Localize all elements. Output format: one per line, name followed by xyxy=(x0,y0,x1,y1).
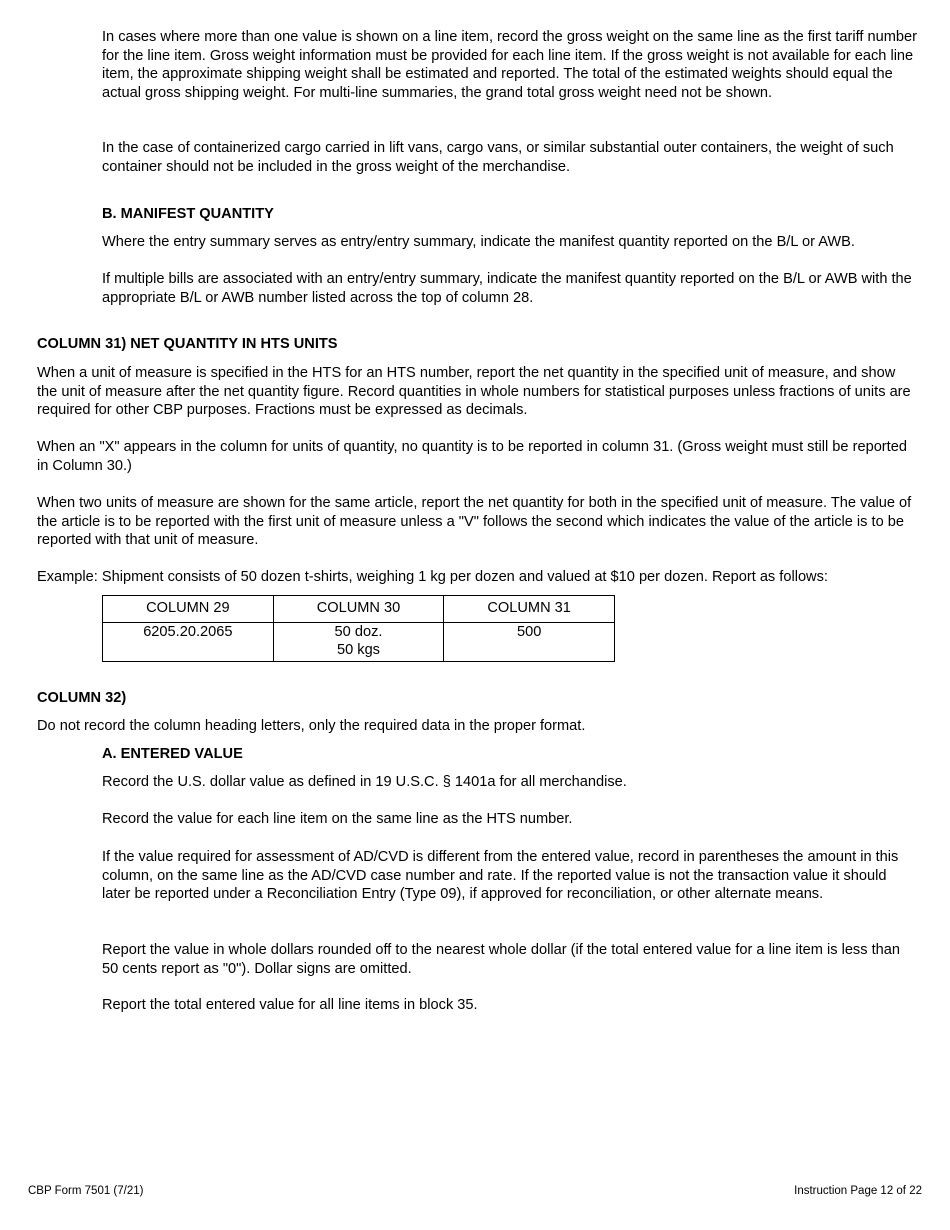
column-31-paragraph-1: When a unit of measure is specified in the HTS for an HTS number, report the net quantity in the specified unit of measure, and show the unit of measure after the net quantity figure. Record quantities in whole numbers for statistical purposes unless fractions of units are required for other CBP purposes. Fractions must be expressed as decimals. xyxy=(37,365,911,419)
table-header-cell: COLUMN 29 xyxy=(103,596,274,623)
table-header-cell: COLUMN 30 xyxy=(273,596,444,623)
column-32-heading: COLUMN 32) xyxy=(37,690,127,706)
footer-page-number: Instruction Page 12 of 22 xyxy=(794,1185,922,1197)
table-cell-column-29: 6205.20.2065 xyxy=(103,622,274,661)
column-32-intro: Do not record the column heading letters, only the required data in the proper format. xyxy=(37,718,586,734)
table-row xyxy=(103,622,615,661)
entered-value-paragraph-5: Report the total entered value for all line items in block 35. xyxy=(102,997,478,1013)
footer-form-number: CBP Form 7501 (7/21) xyxy=(28,1185,144,1197)
table-cell-column-31: 500 xyxy=(444,622,615,661)
manifest-quantity-paragraph-2: If multiple bills are associated with an entry/entry summary, indicate the manifest quantity reported on the B/L or AWB with the appropriate B/L or AWB number listed across the top of column 28. xyxy=(102,271,912,306)
manifest-quantity-heading: B. MANIFEST QUANTITY xyxy=(102,206,274,222)
column-31-example: Example: Shipment consists of 50 dozen t-shirts, weighing 1 kg per dozen and valued at $10 per dozen. Report as follows: xyxy=(37,569,828,585)
example-table-header-row xyxy=(103,596,615,623)
table-cell-line: 50 kgs xyxy=(336,642,380,659)
table-cell-column-30 xyxy=(273,622,444,661)
entered-value-paragraph-1: Record the U.S. dollar value as defined in 19 U.S.C. § 1401a for all merchandise. xyxy=(102,774,627,790)
container-weight-paragraph: In the case of containerized cargo carried in lift vans, cargo vans, or similar substantial outer containers, the weight of such container should not be included in the gross weight of the merchandise. xyxy=(102,140,894,175)
table-header-cell: COLUMN 31 xyxy=(444,596,615,623)
column-31-paragraph-3: When two units of measure are shown for the same article, report the net quantity for both in the specified unit of measure. The value of the article is to be reported with the first unit of measure unless a "V" follows the second which indicates the value of the article is to be reported with that unit of measure. xyxy=(37,495,912,549)
column-31-heading: COLUMN 31) NET QUANTITY IN HTS UNITS xyxy=(37,336,338,352)
entered-value-heading: A. ENTERED VALUE xyxy=(102,746,243,762)
manifest-quantity-paragraph-1: Where the entry summary serves as entry/entry summary, indicate the manifest quantity reported on the B/L or AWB. xyxy=(102,234,855,250)
table-cell-line: 50 doz. xyxy=(334,623,383,640)
entered-value-paragraph-2: Record the value for each line item on the same line as the HTS number. xyxy=(102,811,573,827)
gross-weight-paragraph: In cases where more than one value is shown on a line item, record the gross weight on the same line as the first tariff number for the line item. Gross weight information must be provided for each line item. If the gross weight is not available for each line item, the approximate shipping weight shall be estimated and reported. The total of the estimated weights should equal the actual gross shipping weight. For multi-line summaries, the grand total gross weight need not be shown. xyxy=(102,29,917,101)
column-31-paragraph-2: When an "X" appears in the column for units of quantity, no quantity is to be reported in column 31. (Gross weight must still be reported in Column 30.) xyxy=(37,439,907,474)
entered-value-paragraph-3: If the value required for assessment of AD/CVD is different from the entered value, record in parentheses the amount in this column, on the same line as the AD/CVD case number and rate. If the reported value is not the transaction value it should later be reported under a Reconciliation Entry (Type 09), if approved for reconciliation, or other alternate means. xyxy=(102,849,899,903)
entered-value-paragraph-4: Report the value in whole dollars rounded off to the nearest whole dollar (if the total entered value for a line item is less than 50 cents report as "0"). Dollar signs are omitted. xyxy=(102,942,900,977)
example-table xyxy=(102,595,615,662)
